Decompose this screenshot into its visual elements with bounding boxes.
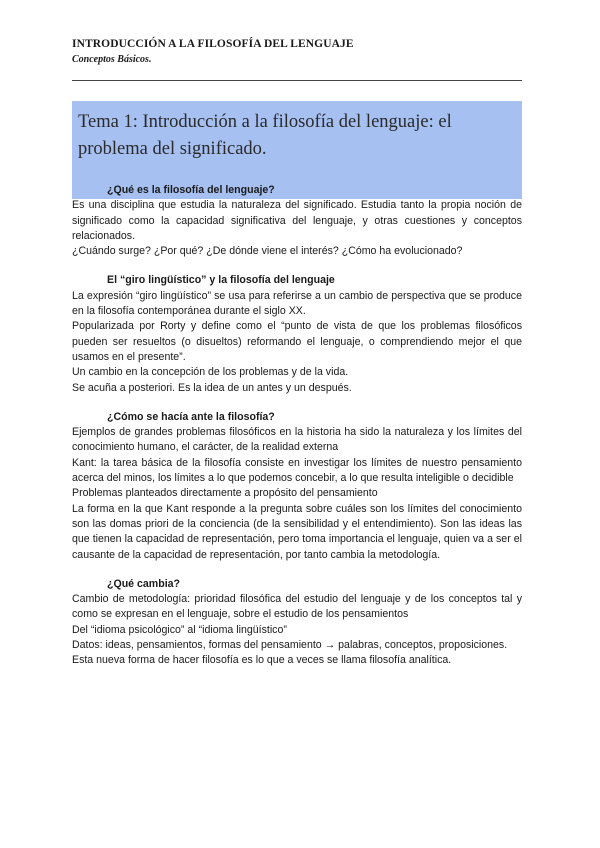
document-title: INTRODUCCIÓN A LA FILOSOFÍA DEL LENGUAJE xyxy=(72,38,354,50)
paragraph: Cambio de metodología: prioridad filosófica del estudio del lenguaje y de los conceptos tal y como se expresan en el lenguaje, sobre el estudio de los pensamientos xyxy=(72,593,522,621)
paragraph: Problemas planteados directamente a propósito del pensamiento xyxy=(72,487,378,500)
section xyxy=(72,577,522,669)
paragraph: ¿Cuándo surge? ¿Por qué? ¿De dónde viene el interés? ¿Cómo ha evolucionado? xyxy=(72,245,463,258)
paragraph: Datos: ideas, pensamientos, formas del pensamiento → palabras, conceptos, proposiciones. xyxy=(72,639,508,652)
paragraph: Popularizada por Rorty y define como el “punto de vista de que los problemas filosóficos pueden ser resueltos (o disueltos) reformando el lenguaje, o comprendiendo mejor el que usamos en el presente”. xyxy=(72,320,522,363)
paragraph: La forma en la que Kant responde a la pregunta sobre cuáles son los límites del conocimiento son las domas priori de la conciencia (de la sensibilidad y el entendimiento). Son las ideas las que tienen la capacidad de representación, pero toma importancia el lenguaje, quien va a ser el causante de la capacidad de representación, por tanto cambia la metodología. xyxy=(72,502,522,561)
paragraph: Esta nueva forma de hacer filosofía es lo que a veces se llama filosofía analítica. xyxy=(72,654,452,667)
header-divider xyxy=(72,80,522,81)
paragraph: Un cambio en la concepción de los problemas y de la vida. xyxy=(72,366,349,379)
section-heading: ¿Qué es la filosofía del lenguaje? xyxy=(107,184,275,196)
paragraph: Kant: la tarea básica de la filosofía consiste en investigar los límites de nuestro pensamiento acerca del minos, los límites a lo que podemos concebir, a lo que resulta inteligible o decidible xyxy=(72,456,522,485)
paragraph: Ejemplos de grandes problemas filosóficos en la historia ha sido la naturaleza y los límites del conocimiento humano, el carácter, de la realidad externa xyxy=(72,426,522,454)
section xyxy=(72,183,522,259)
section-heading: ¿Qué cambia? xyxy=(107,577,180,590)
section-heading: ¿Cómo se hacía ante la filosofía? xyxy=(107,410,275,423)
paragraph: La expresión “giro lingüístico” se usa para referirse a un cambio de perspectiva que se produce en la filosofía contemporánea durante el siglo XX. xyxy=(72,289,522,318)
document-header xyxy=(72,38,354,65)
document-body xyxy=(72,183,522,669)
section xyxy=(72,273,522,395)
paragraph: Se acuña a posteriori. Es la idea de un antes y un después. xyxy=(72,381,352,394)
section-heading: El “giro lingüístico” y la filosofía del lenguaje xyxy=(107,274,335,287)
document-subtitle: Conceptos Básicos. xyxy=(72,54,152,65)
paragraph: Es una disciplina que estudia la naturaleza del significado. Estudia tanto la propia noción de significado como la capacidad significativa del lenguaje, y otras cuestiones y conceptos relacionados. xyxy=(72,199,522,242)
paragraph: Del “idioma psicológico” al “idioma lingüístico” xyxy=(72,623,287,636)
topic-title: Tema 1: Introducción a la filosofía del lenguaje: el problema del significado. xyxy=(78,112,452,159)
section xyxy=(72,410,522,563)
